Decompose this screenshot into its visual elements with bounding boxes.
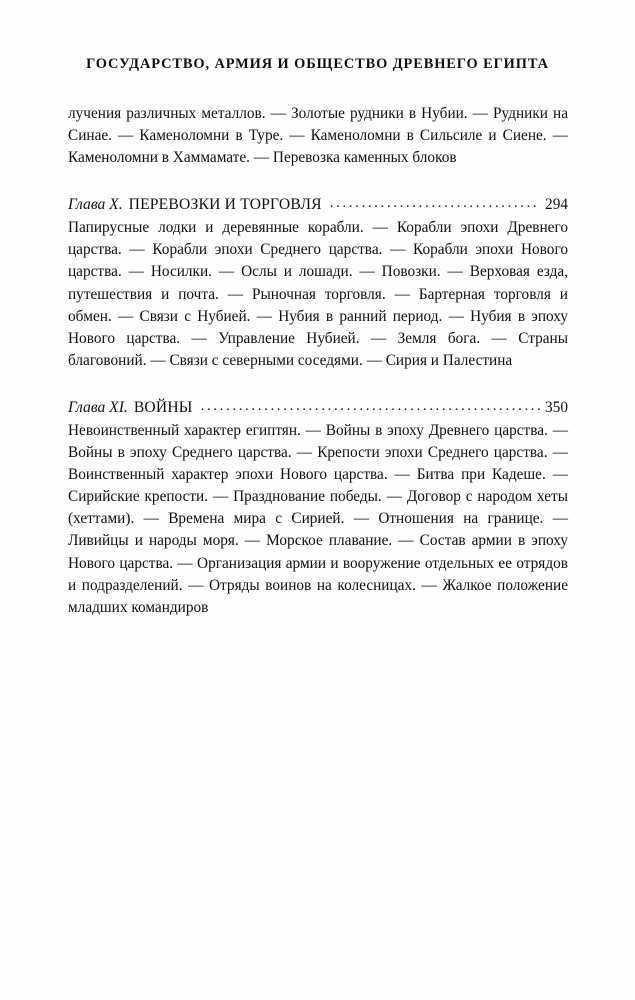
chapter-page-number: 294 xyxy=(545,196,568,214)
table-of-contents xyxy=(68,103,568,619)
chapter-number: Глава XI. xyxy=(68,398,128,416)
chapter-heading-line[interactable] xyxy=(68,397,568,419)
chapter-page-number: 350 xyxy=(545,398,568,416)
chapter-title: ПЕРЕВОЗКИ И ТОРГОВЛЯ xyxy=(128,196,322,214)
chapter-number: Глава X. xyxy=(68,196,123,214)
toc-continuation-block xyxy=(68,103,568,169)
chapter-contents-summary: Папирусные лодки и деревянные корабли. — Корабли эпохи Древнего царства. — Корабли эпохи Среднего царства. — Корабли эпохи Нового царства. — Носилки. — Ослы и лошади. — Повозки. — Верховая езда, путешествия и почта. — Рыночная торговля. — Бартерная торговля и обмен. — Связи с Нубией. — Нубия в ранний период. — Нубия в эпоху Нового царства. — Управление Нубией. — Земля бога. — Страны благовоний. — Связи с северными соседями. — Сирия и Палестина xyxy=(68,219,568,369)
chapter-heading-line[interactable] xyxy=(68,194,568,216)
toc-entry-chapter-x xyxy=(68,194,568,372)
continuation-text: лучения различных металлов. — Золотые рудники в Нубии. — Рудники на Синае. — Каменоломни в Туре. — Каменоломни в Сильсиле и Сиене. — Каменоломни в Хаммамате. — Перевозка каменных блоков xyxy=(68,105,568,167)
dot-leader xyxy=(201,395,540,417)
toc-entry-chapter-xi xyxy=(68,397,568,619)
running-head: ГОСУДАРСТВО, АРМИЯ И ОБЩЕСТВО ДРЕВНЕГО ЕГИПТА xyxy=(86,56,549,72)
dot-leader xyxy=(330,192,540,214)
chapter-contents-summary: Невоинственный характер египтян. — Войны в эпоху Древнего царства. — Войны в эпоху Среднего царства. — Крепости эпохи Среднего царства. — Воинственный характер эпохи Нового царства. — Битва при Кадеше. — Сирийские крепости. — Празднование победы. — Договор с народом хеты (хеттами). — Времена мира с Сирией. — Отношения на границе. — Ливийцы и народы моря. — Морское плавание. — Состав армии в эпоху Нового царства. — Организация армии и вооружение отдельных ее отрядов и подразделений. — Отряды воинов на колесницах. — Жалкое положение младших командиров xyxy=(68,421,568,616)
chapter-title: ВОЙНЫ xyxy=(133,398,193,416)
